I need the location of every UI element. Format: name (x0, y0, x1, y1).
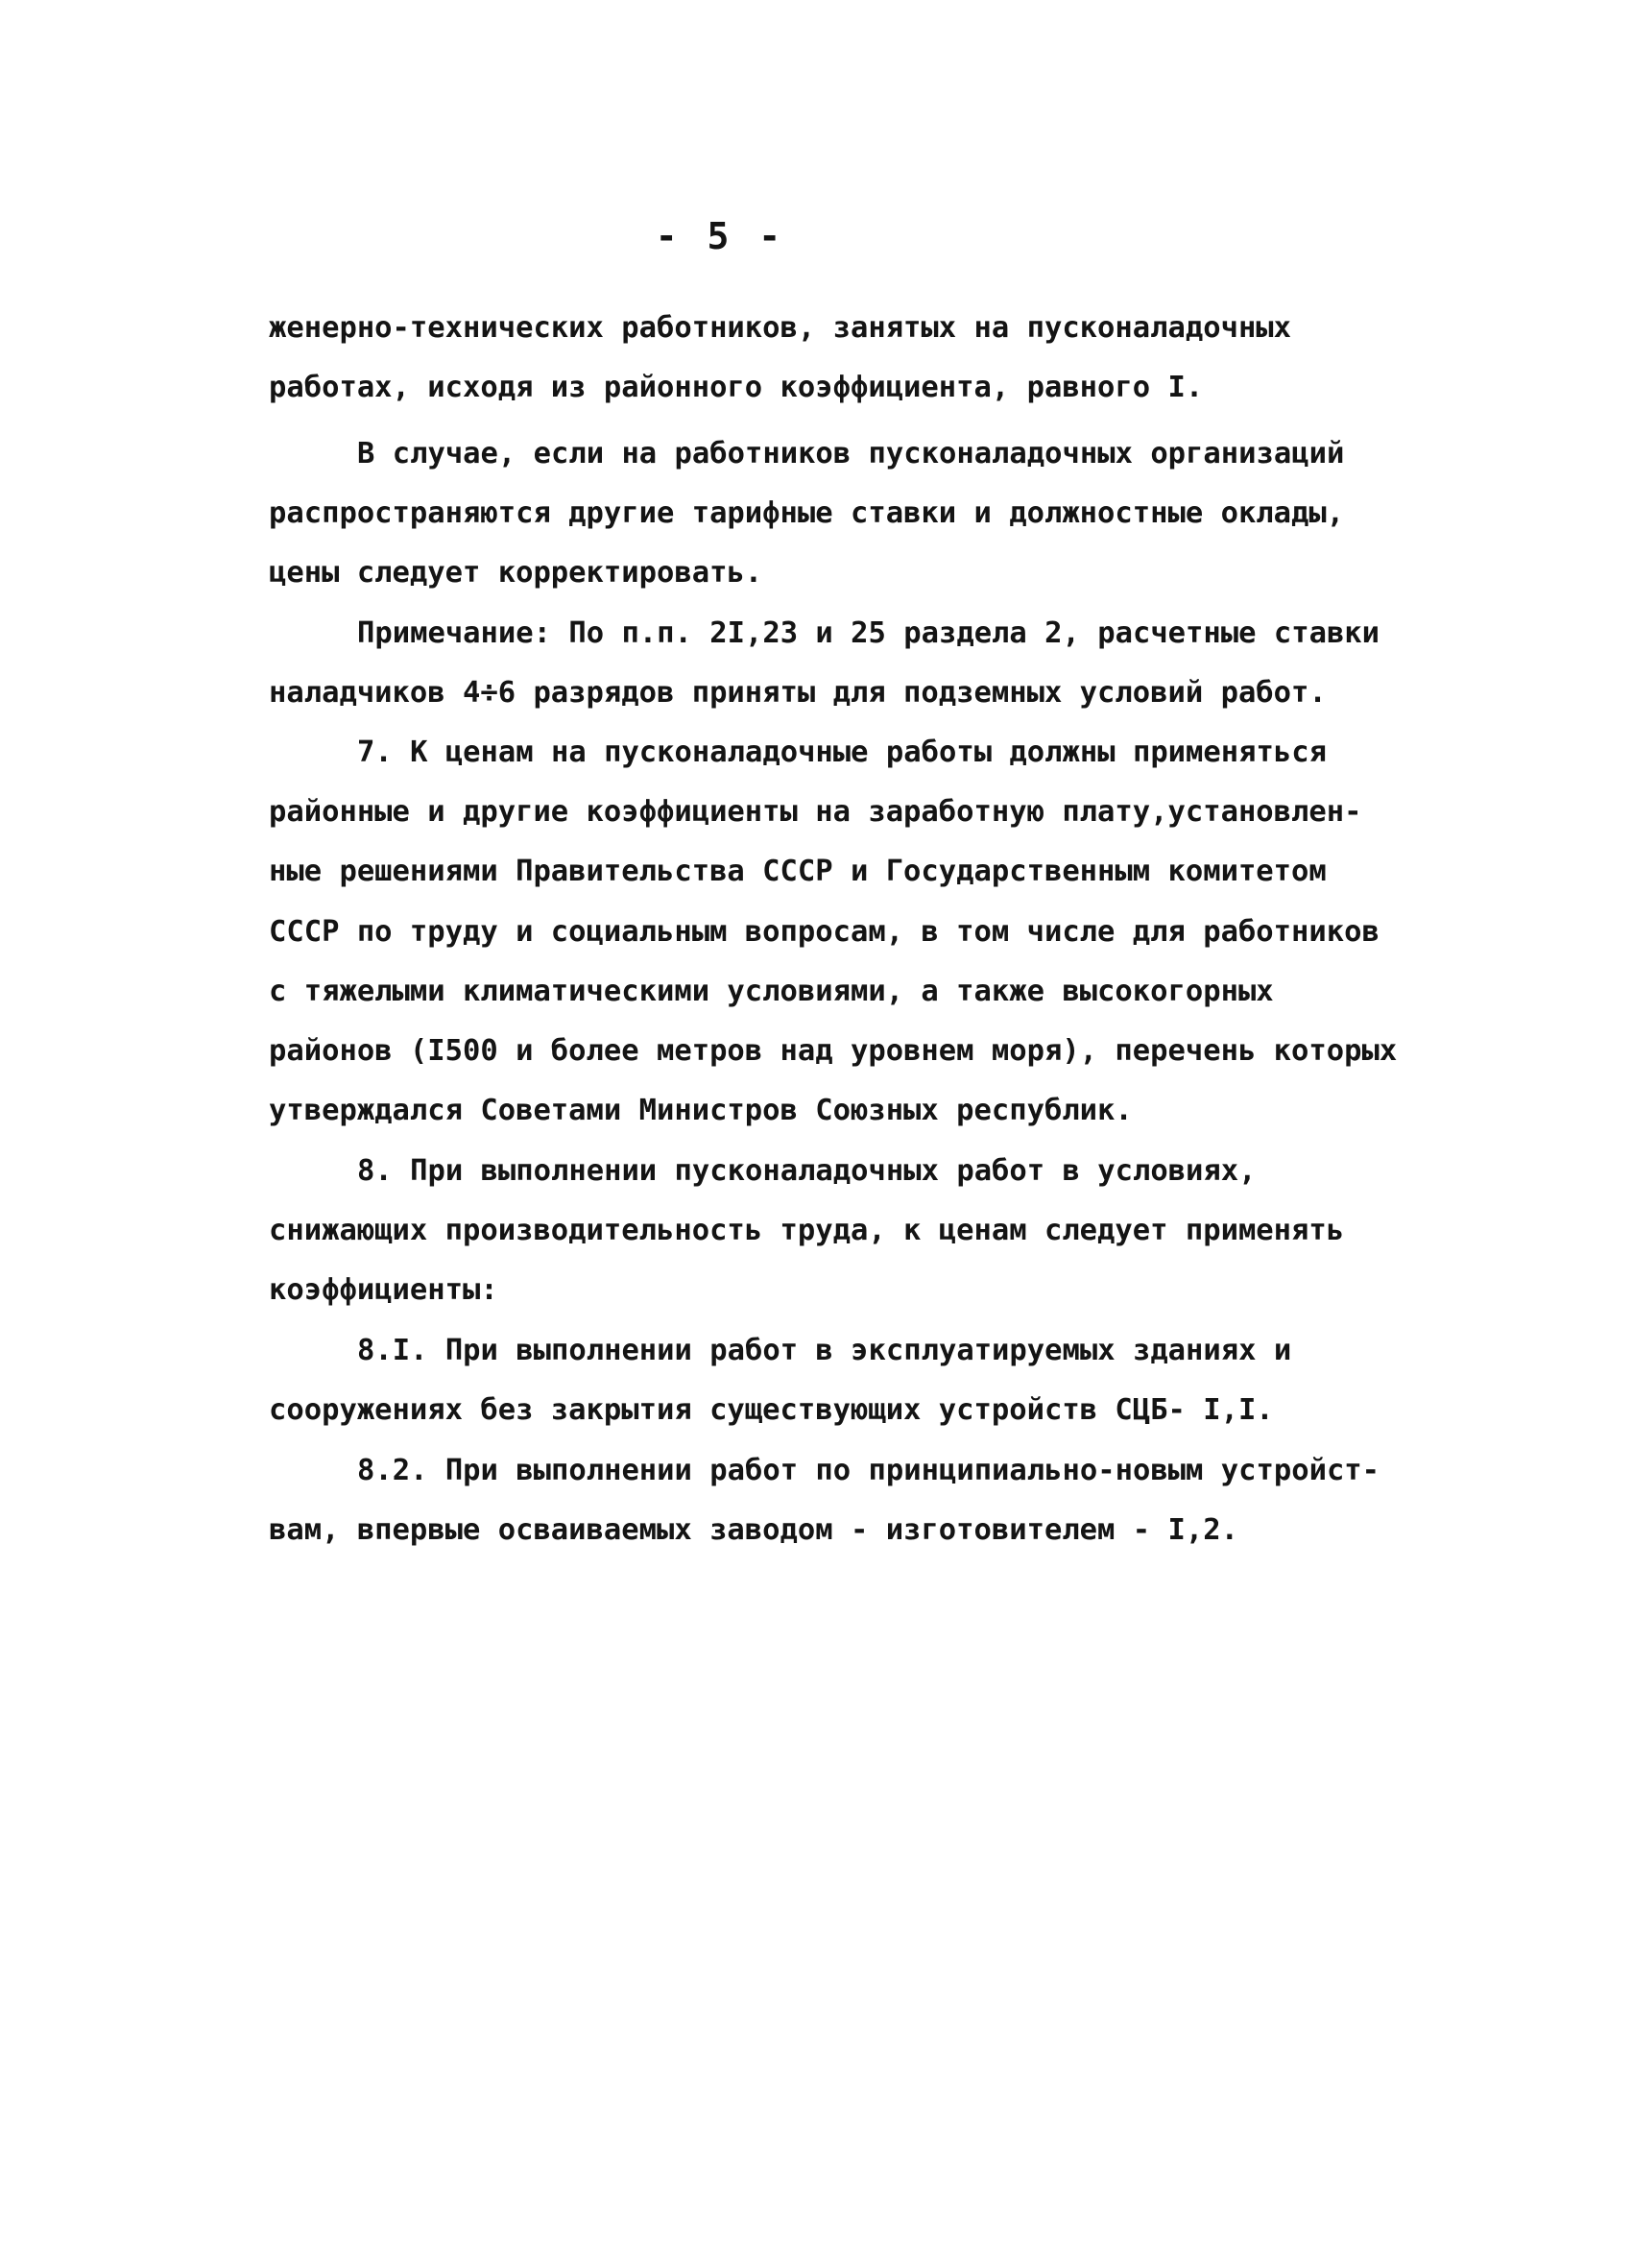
text-line: районов (I500 и более метров над уровнем моря), перечень которых (269, 1034, 1398, 1068)
text-line: наладчиков 4÷6 разрядов приняты для подземных условий работ. (269, 676, 1327, 710)
text-line: коэффициенты: (269, 1273, 498, 1307)
paragraph-first-line: 7. К ценам на пусконаладочные работы должны применяться (357, 736, 1327, 769)
paragraph-first-line: В случае, если на работников пусконаладочных организаций (357, 437, 1345, 470)
page-number: - 5 - (655, 215, 785, 257)
subitem-first-line: 8.2. При выполнении работ по принципиально-новым устройст- (357, 1454, 1380, 1487)
text-line: с тяжелыми климатическими условиями, а также высокогорных (269, 975, 1274, 1008)
text-line: СССР по труду и социальным вопросам, в том числе для работников (269, 915, 1380, 949)
paragraph-first-line: 8. При выполнении пусконаладочных работ в условиях, (357, 1154, 1257, 1188)
text-line: распространяются другие тарифные ставки и должностные оклады, (269, 496, 1345, 530)
text-line: женерно-технических работников, занятых на пусконаладочных (269, 311, 1292, 345)
text-line: сооружениях без закрытия существующих устройств СЦБ- I,I. (269, 1393, 1274, 1427)
text-line: цены следует корректировать. (269, 556, 763, 590)
text-line: работах, исходя из районного коэффициента, равного I. (269, 371, 1204, 404)
note-first-line: Примечание: По п.п. 2I,23 и 25 раздела 2, расчетные ставки (357, 616, 1380, 650)
text-line: районные и другие коэффициенты на заработную плату,установлен- (269, 795, 1362, 829)
subitem-first-line: 8.I. При выполнении работ в эксплуатируемых зданиях и (357, 1334, 1292, 1367)
text-line: ные решениями Правительства СССР и Государственным комитетом (269, 855, 1327, 888)
text-line: утверждался Советами Министров Союзных республик. (269, 1094, 1133, 1127)
text-line: снижающих производительность труда, к ценам следует применять (269, 1214, 1345, 1247)
text-line: вам, впервые осваиваемых заводом - изготовителем - I,2. (269, 1513, 1238, 1547)
